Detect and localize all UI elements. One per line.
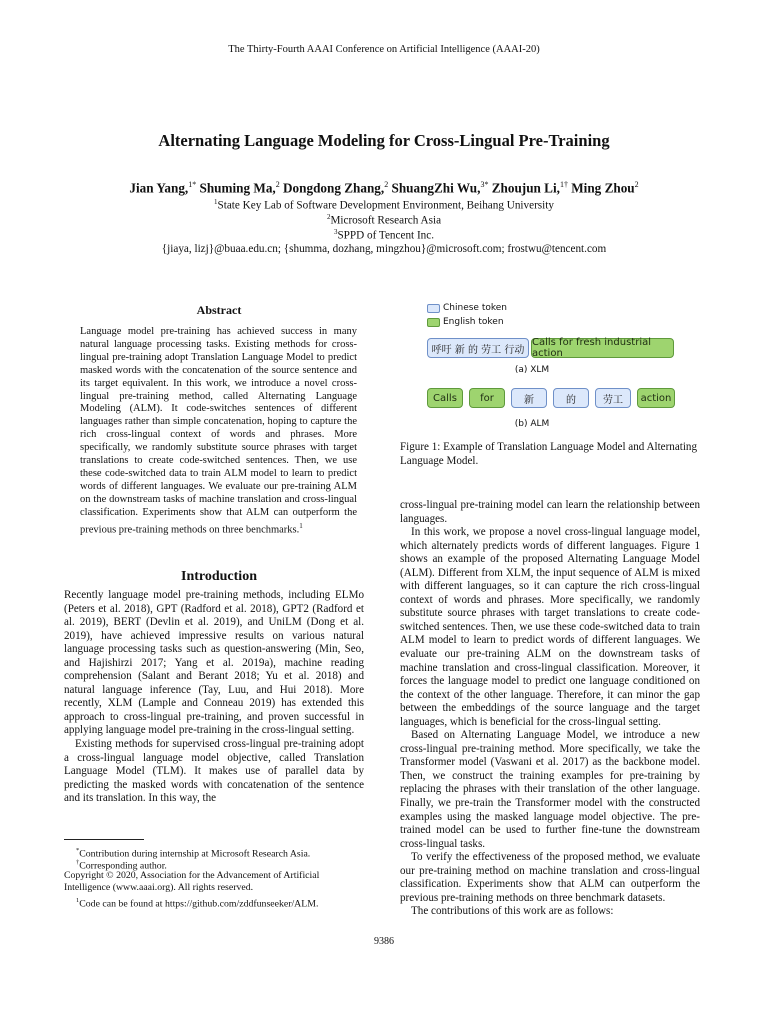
footnote-copyright: Copyright © 2020, Association for the Advancement of Artificial Intelligence (www.aaai.org). All rights reserved. — [64, 870, 320, 893]
legend-chinese: Chinese token — [427, 303, 507, 313]
footnote-corresponding: †Corresponding author. — [76, 859, 167, 872]
body-paragraph: cross-lingual pre-training model can learn the relationship between languages. — [400, 499, 700, 525]
footnote-rule — [64, 839, 144, 840]
author-name: Shuming Ma, — [199, 180, 276, 196]
author-name: Jian Yang, — [129, 180, 189, 196]
introduction-body — [64, 589, 364, 806]
chinese-swatch — [427, 304, 440, 313]
abstract-heading: Abstract — [196, 303, 242, 317]
author-name: Zhoujun Li, — [491, 180, 560, 196]
author-name: Dongdong Zhang, — [283, 180, 385, 196]
alm-token: 的 — [553, 388, 589, 408]
author-name: Ming Zhou — [571, 180, 635, 196]
introduction-heading: Introduction — [181, 569, 257, 584]
paper-title: Alternating Language Modeling for Cross-Lingual Pre-Training — [158, 131, 610, 150]
abstract-footnote-mark: 1 — [299, 521, 303, 530]
affiliation-3: $^3$SPPD of Tencent Inc. — [333, 228, 435, 242]
page-number: 9386 — [374, 936, 394, 947]
footnote-contribution: *Contribution during internship at Microsoft Research Asia. — [76, 847, 311, 860]
author-affiliation-mark: 3* — [480, 180, 489, 189]
author-affiliation-mark: 1† — [559, 180, 568, 189]
alm-token: action — [637, 388, 675, 408]
affiliation-1: $^1$State Key Lab of Software Development Environment, Beihang University — [214, 198, 554, 212]
conference-header: The Thirty-Fourth AAAI Conference on Artificial Intelligence (AAAI-20) — [228, 44, 540, 55]
abstract-text: Language model pre-training has achieved success in many natural language processing tasks. Existing methods for cross-lingual pre-training adopt Translation Language Model to predict masked words with the concatenation of the source sentence and its target equivalent. In this work, we introduce a novel cross-lingual pre-training method, called Alternating Language Modeling (ALM). It code-switches sentences of different languages rather than simple concatenation, hoping to capture the rich cross-lingual context of words and phrases. More specifically, we randomly substitute source phrases with target translations to create code-switched sentences. Then, we use these code-switched data to train ALM model to learn to predict words of different languages. We evaluate our pre-training ALM on the downstream tasks of machine translation and cross-lingual classification. Experiments show that ALM can outperform the previous pre-training methods on three benchmarks.$^1$ — [80, 326, 357, 536]
alm-token: 劳工 — [595, 388, 631, 408]
figure-1 — [427, 303, 707, 433]
intro-paragraph: Recently language model pre-training methods, including ELMo (Peters et al. 2018), GPT (Radford et al. 2018), GPT2 (Radford et al. 2019), BERT (Devlin et al. 2019), and UniLM (Dong et al. 2019), have achieved impressive results on various natural language processing tasks such as question-answering (Min, Seo, and Hajishirzi 2017; Yang et al. 2019a), machine reading comprehension (Salant and Berant 2018; Yu et al. 2018) and natural language inference (Tay, Luu, and Hui 2018). More recently, XLM (Lample and Conneau 2019) has extended this approach to cross-lingual pre-training, and proven successful in applying language model pre-training in the cross-lingual setting. — [64, 589, 364, 737]
author-name: ShuangZhi Wu, — [391, 180, 481, 196]
alm-token: 新 — [511, 388, 547, 408]
english-swatch — [427, 318, 440, 327]
affiliation-2: $^2$Microsoft Research Asia — [326, 213, 442, 227]
author-list — [0, 180, 768, 196]
alm-token: Calls — [427, 388, 463, 408]
author-affiliation-mark: 2 — [634, 180, 639, 189]
author-affiliation-mark: 1* — [188, 180, 197, 189]
xlm-label: (a) XLM — [514, 365, 550, 375]
right-column-body — [400, 499, 700, 919]
alm-label: (b) ALM — [514, 419, 550, 429]
intro-paragraph: Existing methods for supervised cross-lingual pre-training adopt a cross-lingual language model objective, called Translation Language Model (TLM). It makes use of parallel data by predicting the masked words with concatenation of the sentence and its translation. In this way, the — [64, 738, 364, 805]
author-affiliation-mark: 2 — [275, 180, 280, 189]
alm-token: for — [469, 388, 505, 408]
author-affiliation-mark: 2 — [384, 180, 389, 189]
legend-english: English token — [427, 317, 504, 327]
body-paragraph: In this work, we propose a novel cross-lingual language model, which alternately predicts words of different languages. Figure 1 shows an example of the proposed Alternating Language Model (ALM). Different from XLM, the input sequence of ALM is mixed with different languages, so it can capture the rich cross-lingual context of words and phrases. More specifically, we randomly substitute source phrases with target translations to create code-switched sentences. Then, we use these code-switched data to train ALM model to learn to predict words of different languages. We evaluate our pre-training ALM on the downstream tasks of machine translation and cross-lingual classification. Moreover, it forces the language model to predict one language conditioned on the context of the other language. Therefore, it can minor the gap between the embeddings of the source language and the target languages, which is beneficial for the cross-lingual setting. — [400, 526, 700, 728]
xlm-chinese-sentence: 呼吁 新 的 劳工 行动 — [427, 338, 529, 358]
figure-1-caption: Figure 1: Example of Translation Language Model and Alternating Language Model. — [400, 441, 698, 467]
xlm-english-sentence: Calls for fresh industrial action — [531, 338, 674, 358]
footnote-code: $^1$Code can be found at https://github.com/zddfunseeker/ALM. — [76, 897, 319, 910]
body-paragraph: To verify the effectiveness of the proposed method, we evaluate our pre-training method on machine translation and cross-lingual classification. Experiments show that ALM can outperform the previous pre-training methods on three benchmark datasets. — [400, 851, 700, 904]
body-paragraph: The contributions of this work are as follows: — [411, 905, 614, 918]
author-emails: {jiaya, lizj}@buaa.edu.cn; {shumma, dozhang, mingzhou}@microsoft.com; frostwu@tencent.com — [161, 243, 607, 255]
body-paragraph: Based on Alternating Language Model, we introduce a new cross-lingual pre-training method. More specifically, we take the Transformer model (Vaswani et al. 2017) as the backbone model. Then, we construct the training examples for pre-training by replacing the phrases with their translation of the other language. Finally, we pre-train the Transformer model with the constructed examples using the masked language model objective. The pre-trained model can be used to further fine-tune the downstream cross-lingual tasks. — [400, 729, 700, 850]
